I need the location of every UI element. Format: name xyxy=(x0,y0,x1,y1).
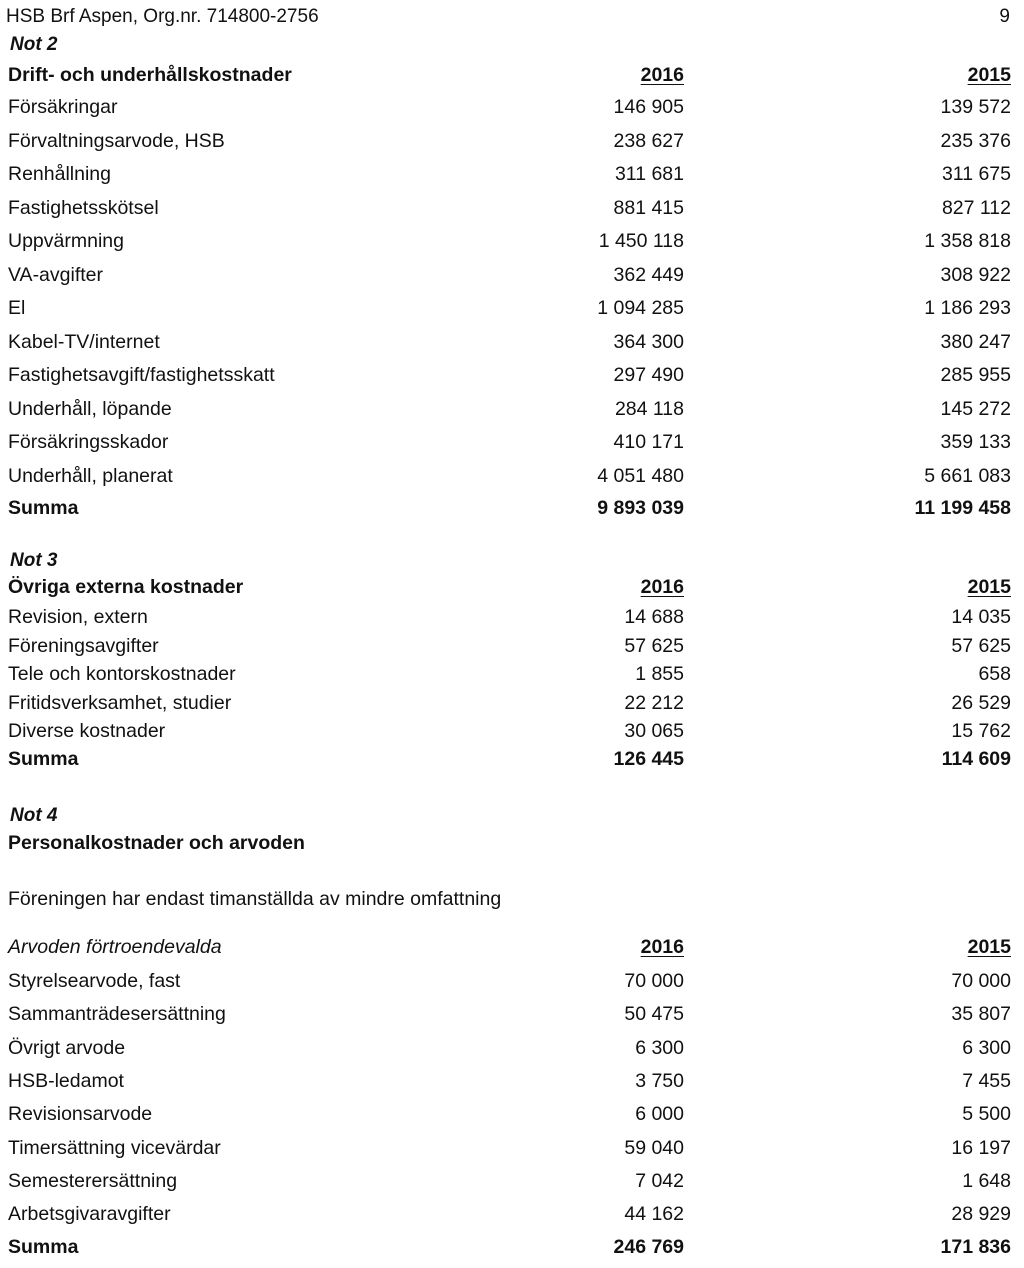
table-row xyxy=(0,96,1024,128)
value-2016: 70 000 xyxy=(624,970,684,992)
table-row xyxy=(0,364,1024,396)
value-2015: 308 922 xyxy=(940,263,1011,286)
note-4-sum-row xyxy=(0,1236,1024,1268)
note-4-label: Not 4 xyxy=(10,805,58,826)
value-2015: 235 376 xyxy=(940,129,1011,152)
value-2015: 35 807 xyxy=(951,1003,1011,1026)
row-label: Underhåll, löpande xyxy=(8,397,172,420)
table-row xyxy=(0,663,1024,695)
value-2016: 4 051 480 xyxy=(597,464,684,487)
sum-2016: 9 893 039 xyxy=(597,497,684,519)
table-row xyxy=(0,130,1024,162)
value-2015: 145 272 xyxy=(940,397,1011,420)
value-2016: 6 300 xyxy=(635,1036,684,1059)
table-row xyxy=(0,1170,1024,1202)
table-row xyxy=(0,1003,1024,1035)
value-2016: 297 490 xyxy=(613,364,684,386)
value-2016: 59 040 xyxy=(624,1136,684,1159)
value-2016: 1 094 285 xyxy=(597,297,684,319)
value-2015: 5 500 xyxy=(962,1103,1011,1126)
value-2016: 3 750 xyxy=(635,1069,684,1092)
year-2016-header: 2016 xyxy=(640,576,684,598)
year-2016-header: 2016 xyxy=(640,64,684,86)
table-row xyxy=(0,1203,1024,1235)
row-label: Diverse kostnader xyxy=(8,720,166,742)
value-2015: 16 197 xyxy=(951,1136,1011,1159)
value-2015: 26 529 xyxy=(951,691,1011,714)
note-3-sum-row xyxy=(0,748,1024,780)
year-2016-header: 2016 xyxy=(640,936,684,958)
table-row xyxy=(0,264,1024,296)
table-row xyxy=(0,230,1024,262)
value-2016: 22 212 xyxy=(624,691,684,714)
value-2016: 7 042 xyxy=(635,1169,684,1192)
sum-2016: 126 445 xyxy=(613,748,684,770)
row-label: Revision, extern xyxy=(8,606,148,628)
value-2015: 15 762 xyxy=(951,720,1011,742)
value-2015: 359 133 xyxy=(940,431,1011,453)
value-2015: 1 358 818 xyxy=(924,230,1011,252)
value-2015: 28 929 xyxy=(951,1203,1011,1226)
row-label: Arbetsgivaravgifter xyxy=(8,1203,171,1226)
note-2-header-row xyxy=(0,64,1024,96)
row-label: Kabel-TV/internet xyxy=(8,330,160,353)
value-2016: 146 905 xyxy=(613,96,684,118)
row-label: HSB-ledamot xyxy=(8,1069,124,1092)
value-2015: 380 247 xyxy=(940,330,1011,353)
row-label: Semesterersättning xyxy=(8,1169,178,1192)
row-label: Styrelsearvode, fast xyxy=(8,970,181,992)
row-label: Revisionsarvode xyxy=(8,1103,153,1126)
note-4-title: Personalkostnader och arvoden xyxy=(8,832,305,854)
table-row xyxy=(0,606,1024,638)
table-row xyxy=(0,197,1024,229)
note-3-header-row xyxy=(0,576,1024,608)
row-label: Sammanträdesersättning xyxy=(8,1003,226,1026)
value-2015: 70 000 xyxy=(951,970,1011,992)
row-label: Renhållning xyxy=(8,163,111,185)
row-label: Tele och kontorskostnader xyxy=(8,663,236,685)
page-header xyxy=(6,2,1010,32)
value-2016: 881 415 xyxy=(613,196,684,219)
table-row xyxy=(0,431,1024,463)
table-row xyxy=(0,465,1024,497)
sum-2015: 11 199 458 xyxy=(914,497,1011,519)
row-label: Föreningsavgifter xyxy=(8,634,159,657)
sum-label: Summa xyxy=(8,1236,79,1258)
note-3-title: Övriga externa kostnader xyxy=(8,576,244,598)
value-2016: 238 627 xyxy=(613,129,684,152)
sum-2016: 246 769 xyxy=(613,1236,684,1258)
year-2015-header: 2015 xyxy=(967,576,1011,598)
value-2016: 44 162 xyxy=(624,1203,684,1226)
value-2015: 7 455 xyxy=(962,1069,1011,1092)
note-3-label: Not 3 xyxy=(10,550,58,571)
note-4-subtitle: Arvoden förtroendevalda xyxy=(8,936,222,958)
value-2016: 50 475 xyxy=(624,1003,684,1026)
row-label: Fastighetsskötsel xyxy=(8,196,159,219)
row-label: Timersättning vicevärdar xyxy=(8,1136,221,1159)
year-2015-header: 2015 xyxy=(967,936,1011,958)
row-label: Förvaltningsarvode, HSB xyxy=(8,129,225,152)
table-row xyxy=(0,1070,1024,1102)
row-label: Fritidsverksamhet, studier xyxy=(8,691,232,714)
value-2016: 311 681 xyxy=(614,163,684,185)
year-2015-header: 2015 xyxy=(967,64,1011,86)
sum-2015: 171 836 xyxy=(940,1236,1011,1258)
table-row xyxy=(0,1137,1024,1169)
note-4-title-row xyxy=(0,832,1024,864)
table-row xyxy=(0,970,1024,1002)
value-2016: 364 300 xyxy=(613,330,684,353)
value-2015: 5 661 083 xyxy=(924,464,1011,487)
table-row xyxy=(0,163,1024,195)
note-4-header-row xyxy=(0,936,1024,968)
value-2015: 6 300 xyxy=(962,1036,1011,1059)
note-2-label: Not 2 xyxy=(10,34,58,55)
table-row xyxy=(0,1103,1024,1135)
value-2015: 285 955 xyxy=(940,364,1011,386)
sum-label: Summa xyxy=(8,497,79,519)
value-2015: 827 112 xyxy=(941,196,1011,219)
table-row xyxy=(0,297,1024,329)
value-2016: 57 625 xyxy=(624,634,684,657)
value-2015: 1 186 293 xyxy=(924,297,1011,319)
value-2016: 1 450 118 xyxy=(598,230,684,252)
row-label: El xyxy=(8,297,26,319)
value-2015: 57 625 xyxy=(951,634,1011,657)
value-2016: 14 688 xyxy=(624,606,684,628)
value-2015: 14 035 xyxy=(951,606,1011,628)
value-2015: 658 xyxy=(978,663,1011,685)
table-row xyxy=(0,398,1024,430)
value-2016: 30 065 xyxy=(624,720,684,742)
table-row xyxy=(0,1037,1024,1069)
row-label: Försäkringar xyxy=(8,96,118,118)
organization-name: HSB Brf Aspen, Org.nr. 714800-2756 xyxy=(6,6,319,27)
value-2015: 311 675 xyxy=(941,163,1011,185)
value-2016: 1 855 xyxy=(635,663,684,685)
value-2015: 1 648 xyxy=(962,1169,1011,1192)
value-2016: 362 449 xyxy=(613,263,684,286)
note-2-title: Drift- och underhållskostnader xyxy=(8,64,292,86)
note-2-sum-row xyxy=(0,497,1024,529)
sum-2015: 114 609 xyxy=(941,748,1011,770)
value-2015: 139 572 xyxy=(940,96,1011,118)
row-label: Övrigt arvode xyxy=(8,1036,126,1059)
row-label: Fastighetsavgift/fastighetsskatt xyxy=(8,364,275,386)
value-2016: 6 000 xyxy=(635,1103,684,1126)
row-label: VA-avgifter xyxy=(8,263,104,286)
page-number: 9 xyxy=(999,6,1010,27)
value-2016: 410 171 xyxy=(613,431,684,453)
table-row xyxy=(0,692,1024,724)
table-row xyxy=(0,331,1024,363)
row-label: Försäkringsskador xyxy=(8,431,169,453)
row-label: Underhåll, planerat xyxy=(8,464,173,487)
note-4-text: Föreningen har endast timanställda av mindre omfattning xyxy=(8,888,502,910)
sum-label: Summa xyxy=(8,748,79,770)
row-label: Uppvärmning xyxy=(8,230,124,252)
value-2016: 284 118 xyxy=(614,397,684,420)
table-row xyxy=(0,635,1024,667)
